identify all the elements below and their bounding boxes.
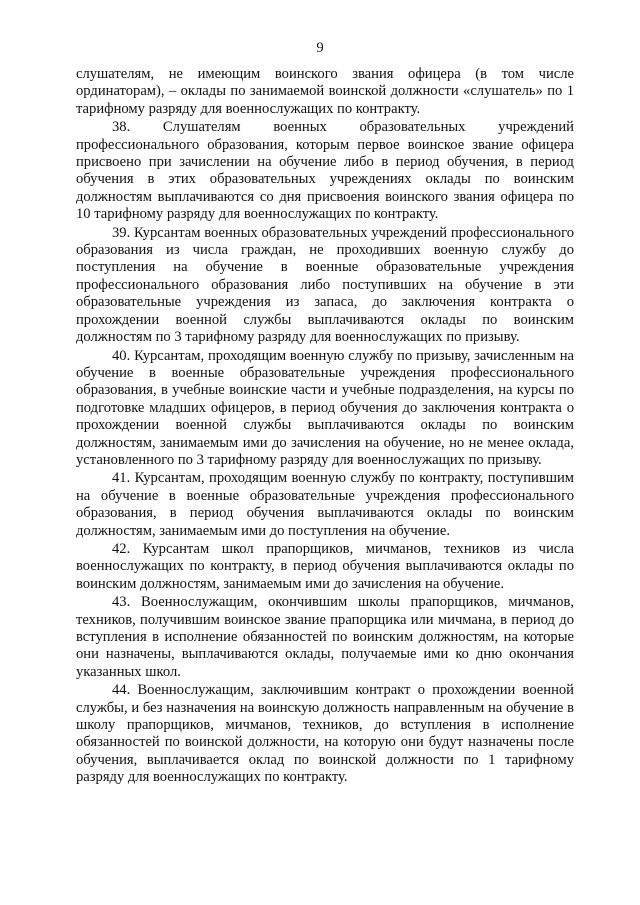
paragraph-continuation: слушателям, не имеющим воинского звания офицера (в том числе ординаторам), – оклады по занимаемой воинской должности «слушатель» по 1 тарифному разряду для военнослужащих по контракту. [76, 66, 574, 117]
paragraph-41: 41. Курсантам, проходящим военную службу по контракту, поступившим на обучение в военные образовательные учреждения профессионального образования, в период обучения выплачиваются оклады по воинским должностям, занимаемым ими до поступления на обучение. [76, 470, 574, 539]
paragraph-39: 39. Курсантам военных образовательных учреждений профессионального образования из числа граждан, не проходивших военную службу до поступления на обучение в военные образовательные учреждения профессионального образования либо поступивших на обучение в эти образовательные учреждения из запаса, до заключения контракта о прохождении военной службы выплачиваются оклады по воинским должностям по 3 тарифному разряду для военнослужащих по призыву. [76, 224, 574, 346]
paragraph-42: 42. Курсантам школ прапорщиков, мичманов, техников из числа военнослужащих по контракту, в период обучения выплачиваются оклады по воинским должностям, занимаемым ими до зачисления на обучение. [76, 540, 574, 592]
document-body [76, 66, 574, 788]
paragraph-43: 43. Военнослужащим, окончившим школы прапорщиков, мичманов, техников, получившим воинское звание прапорщика или мичмана, в период до вступления в исполнение обязанностей по воинским должностям, на которые они назначены, выплачиваются оклады, получаемые ими ко дню окончания указанных школ. [76, 594, 574, 680]
paragraph-38: 38. Слушателям военных образовательных учреждений профессионального образования, которым первое воинское звание офицера присвоено при зачислении на обучение либо в период обучения, в период обучения в этих образовательных учреждениях оклады по воинским должностям выплачиваются со дня присвоения воинского звания офицера по 10 тарифному разряду для военнослужащих по контракту. [76, 119, 574, 223]
paragraph-40: 40. Курсантам, проходящим военную службу по призыву, зачисленным на обучение в военные образовательные учреждения профессионального образования, в учебные воинские части и учебные подразделения, на курсы по подготовке младших офицеров, в период обучения до заключения контракта о прохождении военной службы выплачиваются оклады по воинским должностям, занимаемым ими до зачисления на обучение, но не менее оклада, установленного по 3 тарифному разряду для военнослужащих по призыву. [76, 347, 574, 468]
paragraph-44: 44. Военнослужащим, заключившим контракт о прохождении военной службы, и без назначения на воинскую должность направленным на обучение в школу прапорщиков, мичманов, техников, до вступления в исполнение обязанностей по воинской должности, на которую они будут назначены после обучения, выплачивается оклад по воинской должности по 1 тарифному разряду для военнослужащих по контракту. [76, 682, 574, 786]
page-number: 9 [316, 40, 324, 56]
